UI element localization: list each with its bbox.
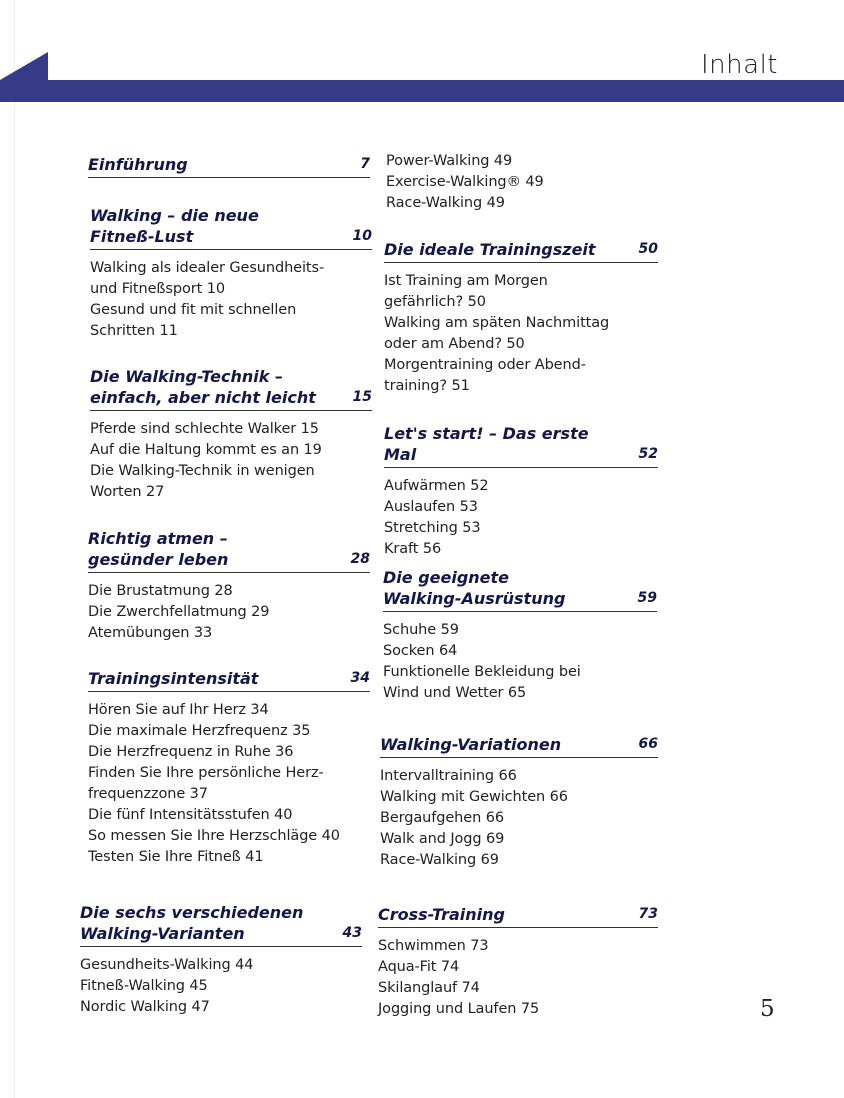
toc-section-varianten-continued [386,151,668,214]
toc-entry[interactable]: Bergaufgehen 66 [380,810,504,826]
toc-section-walking-variationen[interactable] [380,734,658,871]
toc-entry[interactable]: Morgentraining oder Abend- [384,357,586,373]
toc-entry[interactable]: Walking als idealer Gesundheits- [90,260,325,276]
section-title-line: Fitneß-Lust [90,227,194,246]
toc-entry[interactable]: Intervalltraining 66 [380,768,517,784]
toc-section-cross-training[interactable] [378,904,658,1020]
toc-entry[interactable]: Aufwärmen 52 [384,478,489,494]
toc-entry[interactable]: Die Brustatmung 28 [88,583,233,599]
section-title-line: Einführung [88,155,188,174]
section-entries [80,955,362,1018]
section-title-line: Die ideale Trainingszeit [384,240,596,259]
section-page-number: 15 [352,389,372,405]
section-title-line: Die sechs verschiedenen [80,903,304,922]
toc-section-walking-fitness-lust[interactable] [90,205,372,342]
section-title-line: Walking – die neue [90,206,259,225]
toc-entry[interactable]: Hören Sie auf Ihr Herz 34 [88,702,269,718]
header-band-corner [0,52,48,102]
toc-entry[interactable]: Fitneß-Walking 45 [80,978,208,994]
toc-section-einfuehrung[interactable] [88,154,370,178]
section-heading[interactable] [378,904,658,928]
toc-entry[interactable]: So messen Sie Ihre Herzschläge 40 [88,828,340,844]
section-heading[interactable] [88,668,370,692]
section-page-number: 34 [350,670,370,686]
toc-entry[interactable]: Nordic Walking 47 [80,999,210,1015]
toc-entry[interactable]: Schwimmen 73 [378,938,489,954]
page-edge [14,0,15,1098]
section-heading[interactable] [80,902,362,947]
toc-entry[interactable]: Ist Training am Morgen [384,273,548,289]
section-title-line: gesünder leben [88,550,229,569]
toc-entry[interactable]: gefährlich? 50 [384,294,486,310]
toc-entry[interactable]: Socken 64 [383,643,458,659]
toc-section-walking-technik[interactable] [90,366,372,503]
section-entries [384,271,658,397]
section-heading[interactable] [88,154,370,178]
toc-entry[interactable]: Walking mit Gewichten 66 [380,789,568,805]
section-title-line: Trainingsintensität [88,669,259,688]
toc-entry[interactable]: Atemübungen 33 [88,625,213,641]
section-heading[interactable] [384,423,658,468]
section-title-line: Die Walking-Technik – [90,367,283,386]
toc-section-sechs-varianten[interactable] [80,902,362,1018]
toc-entry[interactable]: Walking am späten Nachmittag [384,315,610,331]
toc-entry[interactable]: Schritten 11 [90,323,178,339]
section-page-number: 73 [638,906,658,922]
section-entries [384,476,658,560]
toc-entry[interactable]: training? 51 [384,378,470,394]
toc-entry[interactable]: Stretching 53 [384,520,481,536]
section-title-line: einfach, aber nicht leicht [90,388,316,407]
toc-entry[interactable]: Die maximale Herzfrequenz 35 [88,723,311,739]
toc-entry[interactable]: Gesundheits-Walking 44 [80,957,254,973]
header-band [48,80,844,102]
section-page-number: 28 [350,551,370,567]
section-entries [380,766,658,871]
toc-entry[interactable]: Die Herzfrequenz in Ruhe 36 [88,744,294,760]
toc-entry[interactable]: Skilanglauf 74 [378,980,480,996]
toc-entry[interactable]: oder am Abend? 50 [384,336,525,352]
toc-entry[interactable]: Testen Sie Ihre Fitneß 41 [88,849,264,865]
toc-entry[interactable]: Race-Walking 69 [380,852,499,868]
toc-entry[interactable]: Jogging und Laufen 75 [378,1001,540,1017]
toc-section-trainingsintensitaet[interactable] [88,668,370,868]
toc-entry[interactable]: Race-Walking 49 [386,195,505,211]
section-page-number: 50 [638,241,658,257]
toc-entry[interactable]: und Fitneßsport 10 [90,281,225,297]
section-heading[interactable] [384,239,658,263]
toc-entry[interactable]: Kraft 56 [384,541,442,557]
section-page-number: 66 [638,736,658,752]
toc-entry[interactable]: Power-Walking 49 [386,153,513,169]
section-title-line: Walking-Variationen [380,735,562,754]
section-title-line: Richtig atmen – [88,529,228,548]
toc-entry[interactable]: Gesund und fit mit schnellen [90,302,297,318]
toc-section-ausruestung[interactable] [383,567,657,704]
toc-entry[interactable]: Die Zwerchfellatmung 29 [88,604,270,620]
section-heading[interactable] [88,528,370,573]
section-page-number: 59 [637,590,657,606]
toc-entry[interactable]: frequenzzone 37 [88,786,208,802]
section-title-line: Let's start! – Das erste Mal [384,424,589,464]
section-heading[interactable] [383,567,657,612]
section-entries [90,258,372,342]
section-title-line: Walking-Varianten [80,924,245,943]
section-page-number: 52 [638,446,658,462]
toc-entry[interactable]: Wind und Wetter 65 [383,685,527,701]
toc-entry[interactable]: Auf die Haltung kommt es an 19 [90,442,322,458]
toc-entry[interactable]: Exercise-Walking® 49 [386,174,544,190]
section-entries [88,581,370,644]
section-entries [378,936,658,1020]
toc-entry[interactable]: Die Walking-Technik in wenigen [90,463,315,479]
toc-entry[interactable]: Finden Sie Ihre persönliche Herz- [88,765,324,781]
section-title-line: Walking-Ausrüstung [383,589,566,608]
section-entries [88,700,370,868]
section-title-line: Die geeignete [383,568,510,587]
page-number: 5 [760,996,775,1022]
toc-entry[interactable]: Auslaufen 53 [384,499,478,515]
toc-entry[interactable]: Worten 27 [90,484,165,500]
section-page-number: 7 [360,156,370,172]
toc-entry[interactable]: Schuhe 59 [383,622,459,638]
toc-section-trainingszeit[interactable] [384,239,658,397]
toc-entry[interactable]: Funktionelle Bekleidung bei [383,664,581,680]
section-entries [386,151,668,214]
toc-section-richtig-atmen[interactable] [88,528,370,644]
section-heading[interactable] [90,205,372,250]
section-heading[interactable] [380,734,658,758]
section-page-number: 43 [342,925,362,941]
toc-entry[interactable]: Pferde sind schlechte Walker 15 [90,421,319,437]
section-heading[interactable] [90,366,372,411]
page-title: Inhalt [701,50,778,80]
section-entries [90,419,372,503]
section-title-line: Cross-Training [378,905,506,924]
toc-section-lets-start[interactable] [384,423,658,560]
section-entries [383,620,657,704]
toc-entry[interactable]: Walk and Jogg 69 [380,831,505,847]
section-page-number: 10 [352,228,372,244]
toc-entry[interactable]: Die fünf Intensitätsstufen 40 [88,807,293,823]
toc-entry[interactable]: Aqua-Fit 74 [378,959,460,975]
